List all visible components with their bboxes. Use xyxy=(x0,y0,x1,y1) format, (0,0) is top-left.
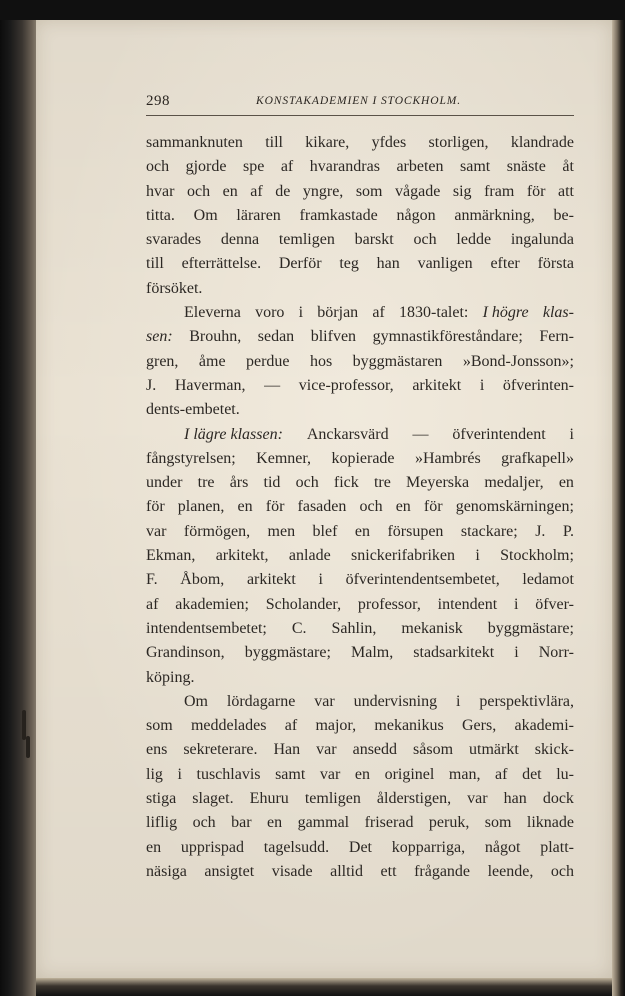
word: Om xyxy=(193,206,218,224)
word: Om xyxy=(184,692,208,710)
text-line xyxy=(146,374,574,398)
word: — xyxy=(412,425,429,443)
word: samt xyxy=(275,765,306,783)
text-line xyxy=(146,763,574,787)
running-title: KONSTAKADEMIEN I STOCKHOLM. xyxy=(256,95,462,107)
word: hvar xyxy=(146,182,175,200)
word: teg xyxy=(339,255,359,273)
word: i xyxy=(318,571,323,589)
word: upprispad xyxy=(180,838,244,856)
word: I högre xyxy=(482,304,529,322)
word: till xyxy=(265,134,283,151)
word: barskt xyxy=(354,231,394,249)
text-line xyxy=(146,252,574,276)
page-edge-bottom xyxy=(36,978,612,996)
word: titta. xyxy=(146,206,175,224)
word: var xyxy=(319,765,341,783)
word: af xyxy=(372,304,385,322)
word: Malm, xyxy=(350,644,394,662)
word: voro xyxy=(255,304,285,322)
word: Anckarsvärd xyxy=(306,425,389,443)
word: års xyxy=(229,474,249,492)
word: de xyxy=(275,182,291,200)
word: efter xyxy=(490,255,520,273)
word: i xyxy=(456,692,461,710)
word: svarades xyxy=(146,231,202,249)
word: och xyxy=(192,814,216,832)
word: och xyxy=(550,862,574,880)
word: kikare, xyxy=(305,134,350,151)
word: akademi- xyxy=(514,717,574,735)
word: en xyxy=(267,814,283,832)
word: anmärkning, xyxy=(454,206,535,224)
word: åme xyxy=(198,352,226,370)
word: samt xyxy=(460,158,491,176)
word: temligen xyxy=(304,790,361,808)
word: en xyxy=(222,182,238,200)
word: yngre, xyxy=(302,182,344,200)
word: och xyxy=(295,474,319,492)
word: en xyxy=(146,838,162,856)
word: till xyxy=(146,255,164,273)
word: hvarandras xyxy=(309,158,380,176)
word: en xyxy=(354,765,370,783)
word: af xyxy=(280,158,294,176)
word: Norr- xyxy=(538,644,574,662)
word: arbeten xyxy=(396,158,444,176)
word: byggmästare; xyxy=(487,619,574,637)
word: stiga xyxy=(146,790,177,808)
word: 1830-talet: xyxy=(399,304,469,322)
word: J. xyxy=(535,522,546,540)
word: en xyxy=(558,474,574,492)
text-line xyxy=(146,593,574,617)
word: fram xyxy=(484,182,515,200)
word: fasaden xyxy=(297,498,347,516)
word: som xyxy=(355,182,383,200)
word: gren, xyxy=(146,352,179,370)
word: i xyxy=(514,644,519,662)
word: lu- xyxy=(556,765,574,783)
word: ens xyxy=(146,741,168,759)
text-line xyxy=(146,787,574,811)
text-line xyxy=(146,301,574,325)
word: friserad xyxy=(364,814,414,832)
text-line xyxy=(146,738,574,762)
word: och xyxy=(186,182,211,200)
word: näsiga xyxy=(146,862,187,880)
word: mekanikus xyxy=(374,717,444,735)
word: läraren xyxy=(236,206,281,224)
word: — xyxy=(264,376,281,394)
word: snäste xyxy=(506,158,546,176)
word: Han xyxy=(273,741,301,759)
word: Ehuru xyxy=(249,790,289,808)
text-line xyxy=(146,860,574,884)
text-line xyxy=(146,277,574,301)
word: akademien; xyxy=(175,595,249,613)
word: utmärkt xyxy=(469,741,519,759)
word: Grandinson, xyxy=(146,644,225,662)
word: ledde xyxy=(456,231,492,249)
word: öfver- xyxy=(535,595,574,613)
word: frågande xyxy=(414,862,471,880)
word: för xyxy=(423,498,443,516)
word: åt xyxy=(562,158,574,176)
word: och xyxy=(146,158,170,176)
word: af xyxy=(146,595,159,613)
word: gammal xyxy=(297,814,350,832)
word: gjorde xyxy=(185,158,227,176)
word: en xyxy=(237,498,253,516)
word: att xyxy=(558,182,574,200)
word: stackare; xyxy=(460,522,518,540)
word: ansedd xyxy=(352,741,398,759)
word: sedan xyxy=(257,328,295,346)
word: fångstyrelsen; xyxy=(146,449,236,467)
word: men xyxy=(267,522,296,540)
text-line xyxy=(146,447,574,471)
word: intendentsembetet; xyxy=(146,619,267,637)
word: någon xyxy=(396,206,436,224)
word: var xyxy=(314,692,335,710)
text-line xyxy=(146,520,574,544)
word: försöket. xyxy=(146,279,203,297)
word: C. xyxy=(291,619,307,637)
word: hos xyxy=(309,352,333,370)
text-line xyxy=(146,617,574,641)
word: var xyxy=(146,522,167,540)
word: i xyxy=(513,595,519,613)
word: anlade xyxy=(288,547,331,565)
word: Ekman, xyxy=(146,547,196,565)
word: för xyxy=(526,182,546,200)
word: blifven xyxy=(310,328,357,346)
word: skick- xyxy=(534,741,574,759)
word: tuschlavis xyxy=(196,765,261,783)
text-line xyxy=(146,180,574,204)
word: sen: xyxy=(146,328,173,346)
word: medaljer, xyxy=(484,474,544,492)
word: Fern- xyxy=(539,328,574,346)
word: perspektivlära, xyxy=(479,692,574,710)
word: och xyxy=(413,231,437,249)
word: undervisning xyxy=(353,692,438,710)
word: i xyxy=(475,547,480,565)
text-line xyxy=(146,836,574,860)
word: arkitekt xyxy=(246,571,296,589)
text-line xyxy=(146,495,574,519)
word: Haverman, xyxy=(174,376,246,394)
word: Det xyxy=(348,838,372,856)
word: öfverinten- xyxy=(502,376,574,394)
word: gymnastikföreståndare; xyxy=(372,328,523,346)
text-line xyxy=(146,423,574,447)
word: perdue xyxy=(246,352,290,370)
word: sammanknuten xyxy=(146,134,243,151)
word: en xyxy=(395,498,411,516)
word: tre xyxy=(197,474,215,492)
word: man, xyxy=(448,765,481,783)
word: Kemner, xyxy=(256,449,312,467)
word: kopparriga, xyxy=(391,838,466,856)
word: J. xyxy=(146,376,157,394)
body-text xyxy=(146,131,574,884)
text-line xyxy=(146,131,574,155)
word: Meyerska xyxy=(406,474,470,492)
word: sig xyxy=(452,182,472,200)
word: ålderstigen, xyxy=(376,790,452,808)
word: köping. xyxy=(146,668,195,686)
word: ansigtet xyxy=(204,862,255,880)
word: i xyxy=(177,765,182,783)
word: han xyxy=(503,790,527,808)
word: för xyxy=(146,498,165,516)
word: Scholander, xyxy=(265,595,342,613)
word: tre xyxy=(373,474,391,492)
word: tagelsudd. xyxy=(263,838,330,856)
word: meddelades xyxy=(190,717,267,735)
word: I lägre klassen: xyxy=(184,425,283,443)
word: vågade xyxy=(395,182,441,200)
word: peruk, xyxy=(428,814,470,832)
word: af xyxy=(495,765,508,783)
word: leende, xyxy=(487,862,534,880)
word: liknade xyxy=(526,814,574,832)
word: första xyxy=(537,255,574,273)
text-line xyxy=(146,568,574,592)
text-line xyxy=(146,544,574,568)
word: vanligen xyxy=(417,255,473,273)
word: och xyxy=(359,498,383,516)
text-line xyxy=(146,325,574,349)
word: Eleverna xyxy=(184,304,241,322)
word: öfverintendent xyxy=(452,425,546,443)
text-line xyxy=(146,398,574,422)
text-line xyxy=(146,155,574,179)
word: liflig xyxy=(146,814,178,832)
word: såsom xyxy=(413,741,454,759)
word: början xyxy=(317,304,359,322)
text-line xyxy=(146,228,574,252)
spine-mark xyxy=(22,710,26,740)
word: Gers, xyxy=(461,717,497,735)
word: major, xyxy=(315,717,357,735)
word: var xyxy=(316,741,337,759)
word: snickerifabriken xyxy=(351,547,455,565)
word: klas- xyxy=(542,304,574,322)
word: Åbom, xyxy=(180,571,225,589)
word: Derför xyxy=(278,255,322,273)
word: en xyxy=(354,522,370,540)
word: mekanisk xyxy=(401,619,463,637)
word: spe xyxy=(242,158,265,176)
word: under xyxy=(146,474,183,492)
word: dents-embetet. xyxy=(146,401,240,419)
word: var xyxy=(467,790,488,808)
word: originel xyxy=(384,765,435,783)
word: planen, xyxy=(177,498,225,516)
word: F. xyxy=(146,571,158,589)
word: P. xyxy=(562,522,574,540)
word: förmögen, xyxy=(183,522,251,540)
word: ett xyxy=(380,862,397,880)
running-head xyxy=(146,93,574,113)
text-line xyxy=(146,350,574,374)
word: grafkapell» xyxy=(501,449,574,467)
word: ledamot xyxy=(522,571,574,589)
word: klandrade xyxy=(510,134,574,151)
book-spine-edge xyxy=(0,20,38,996)
word: be- xyxy=(553,206,574,224)
word: fick xyxy=(333,474,359,492)
word: yfdes xyxy=(371,134,407,151)
word: platt- xyxy=(540,838,574,856)
word: visade xyxy=(271,862,313,880)
word: slaget. xyxy=(192,790,234,808)
word: kopierade xyxy=(331,449,395,467)
word: det xyxy=(522,765,542,783)
word: lig xyxy=(146,765,163,783)
spine-mark xyxy=(26,736,30,758)
word: byggmästare; xyxy=(244,644,331,662)
word: för xyxy=(265,498,285,516)
text-line xyxy=(146,204,574,228)
word: som xyxy=(146,717,173,735)
text-line xyxy=(146,714,574,738)
word: blef xyxy=(312,522,338,540)
word: dock xyxy=(542,790,574,808)
word: han xyxy=(376,255,400,273)
word: försupen xyxy=(387,522,444,540)
word: temligen xyxy=(278,231,335,249)
text-line xyxy=(146,641,574,665)
word: denna xyxy=(220,231,260,249)
word: Brouhn, xyxy=(189,328,242,346)
word: »Bond-Jonsson»; xyxy=(462,352,574,370)
word: professor, xyxy=(357,595,421,613)
word: byggmästaren xyxy=(352,352,443,370)
text-line xyxy=(146,471,574,495)
word: intendent xyxy=(437,595,498,613)
word: »Hambrés xyxy=(414,449,481,467)
word: alltid xyxy=(330,862,363,880)
word: framkastade xyxy=(299,206,378,224)
page-edge-right xyxy=(611,20,625,996)
word: i xyxy=(569,425,574,443)
word: något xyxy=(484,838,521,856)
word: af xyxy=(250,182,263,200)
word: Sahlin, xyxy=(331,619,377,637)
word: öfverintendentsembetet, xyxy=(345,571,500,589)
word: lördagarne xyxy=(226,692,296,710)
word: efterrättelse. xyxy=(181,255,262,273)
page-number: 298 xyxy=(146,93,170,109)
word: tid xyxy=(263,474,281,492)
scanner-top-margin xyxy=(0,0,625,20)
text-line xyxy=(146,690,574,714)
word: storligen, xyxy=(428,134,489,151)
word: i xyxy=(479,376,485,394)
text-line xyxy=(146,811,574,835)
word: genomskärningen; xyxy=(455,498,574,516)
word: stadsarkitekt xyxy=(413,644,495,662)
word: Stockholm; xyxy=(500,547,574,565)
header-rule xyxy=(146,115,574,116)
word: sekreterare. xyxy=(183,741,258,759)
text-line xyxy=(146,666,574,690)
word: som xyxy=(484,814,512,832)
word: vice-professor, xyxy=(298,376,394,394)
word: bar xyxy=(231,814,252,832)
word: i xyxy=(298,304,304,322)
word: arkitekt, xyxy=(215,547,269,565)
word: ingalunda xyxy=(510,231,574,249)
word: arkitekt xyxy=(412,376,462,394)
word: af xyxy=(284,717,298,735)
